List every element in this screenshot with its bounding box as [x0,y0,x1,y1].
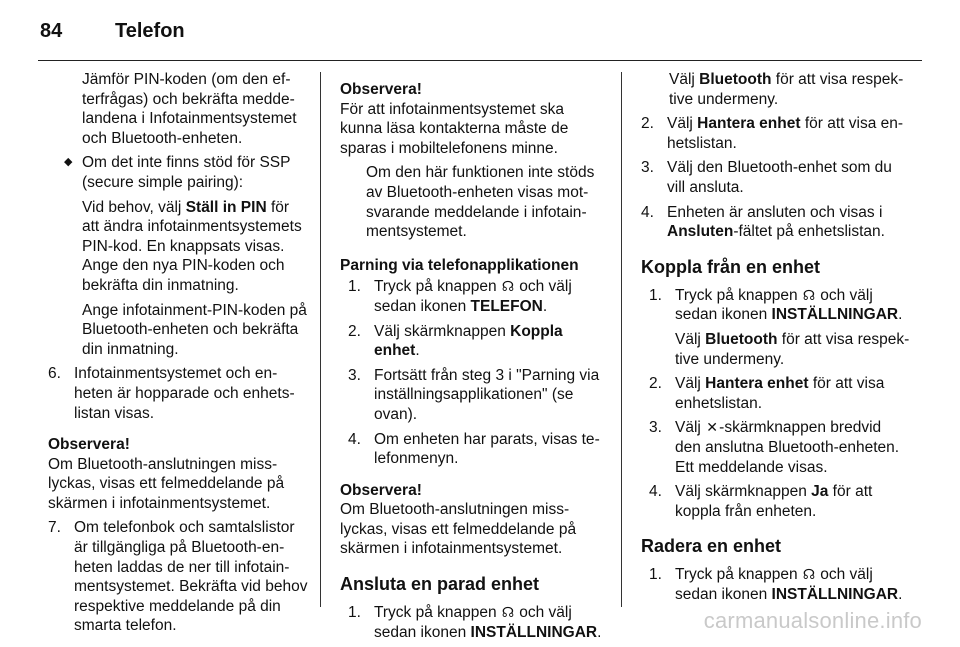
list-item: 1. Tryck på knappen ☊ och välj sedan ikonen INSTÄLLNINGAR. [649,566,903,603]
step-text: Om enheten har parats, visas telefonmenyn. [374,430,600,468]
list-item [641,158,911,197]
phone-key-icon: ☊ [501,278,515,295]
page-number: 84 [40,20,63,42]
list-item [48,518,310,636]
note [340,80,610,158]
step-number: 1. [348,278,361,296]
phone-key-icon: ☊ [802,566,816,583]
ui-term: Hantera enhet [705,375,809,393]
page-header [0,0,960,62]
list-item: 1. Tryck på knappen ☊ och välj sedan ikonen TELEFON. [348,278,572,315]
paragraph: Ange infotainment-PIN-koden på Bluetooth-enheten och bekräfta din inmatning. [82,301,307,358]
step-number: 2. [641,115,654,133]
column-divider [621,72,622,607]
column-2 [340,70,610,647]
list-item: 4. Enheten är ansluten och visas i Ansluten-fältet på enhetslistan. [641,203,885,241]
list-item: 2. Välj Hantera enhet för att visa enhetslistan. [641,115,904,152]
list-item [348,366,610,425]
ui-term: Hantera enhet [697,115,801,133]
column-1 [48,70,310,641]
column-divider [320,72,321,607]
step-number: 4. [348,430,361,448]
column-3 [641,70,911,609]
ui-term: INSTÄLLNINGAR [771,585,899,603]
note-body: Om Bluetooth-anslutningen misslyckas, visas ett felmeddelande på skärmen i infotainmentsystemet. [340,501,577,558]
list-item: 4. Välj skärmknappen Ja för att koppla från enheten. [649,483,873,520]
header-rule [38,60,922,61]
step-number: 3. [348,366,361,384]
ui-term: TELEFON [470,297,543,315]
paragraph: Välj Bluetooth för att visa respektive undermeny. [669,71,904,108]
note-body: Om Bluetooth-anslutningen misslyckas, visas ett felmeddelande på skärmen i infotainmentsystemet. [48,455,285,512]
ui-term: INSTÄLLNINGAR [470,623,598,641]
list-item: 1. Tryck på knappen ☊ och välj sedan ikonen INSTÄLLNINGAR. [649,286,903,324]
step-number: 2. [348,322,361,340]
step-number: 4. [649,483,662,501]
note-heading: Observera! [48,436,130,454]
step-text: Infotainmentsystemet och enheten är hopparade och enhetslistan visas. [74,365,295,422]
ui-term: INSTÄLLNINGAR [771,306,899,324]
step-number: 3. [649,419,662,437]
ui-term: Bluetooth [705,330,778,348]
list-item: 2. Välj skärmknappen Koppla enhet. [348,322,563,360]
note-body: För att infotainmentsystemet ska kunna läsa kontakterna måste de sparas i mobiltelefonens minne. [340,100,569,157]
step-number: 2. [649,375,662,393]
list-item: 2. Välj Hantera enhet för att visa enhetslistan. [649,375,885,412]
list-item: 3. Välj ✕-skärmknappen bredvid den anslutna Bluetooth-enheten. Ett meddelande visas. [649,419,900,476]
list-item [48,364,310,423]
step-number: 1. [649,566,662,584]
bullet-text: Om det inte finns stöd för SSP (secure simple pairing): [82,154,291,191]
section-heading: Radera en enhet [641,536,782,557]
ui-term: Ställ in PIN [185,198,267,216]
diamond-bullet-icon: ◆ [64,156,73,169]
ui-term: Ja [811,483,829,501]
step-number: 1. [649,286,662,304]
note [48,435,310,513]
list-item: 1. Tryck på knappen ☊ och välj sedan ikonen INSTÄLLNINGAR. [348,604,602,641]
note-heading: Observera! [340,81,422,98]
list-item [348,430,610,469]
page-title: Telefon [115,20,185,42]
step-text: Om telefonbok och samtalslistor är tillgängliga på Bluetooth-enheten laddas de ner till infotainmentsystemet. Bekräfta vid behov respektive meddelande på din smarta telefon. [74,519,308,635]
ui-term: Bluetooth [699,71,772,88]
section-heading: Parning via telefonapplikationen [340,256,579,274]
close-icon: ✕ [706,419,719,436]
step-text: Välj den Bluetooth-enhet som du vill ansluta. [667,159,892,196]
paragraph: Välj Bluetooth för att visa respektive undermeny. [675,330,910,368]
note [340,481,610,559]
phone-key-icon: ☊ [501,604,515,621]
note-heading: Observera! [340,481,422,499]
section-heading: Koppla från en enhet [641,256,821,277]
step-number: 4. [641,203,654,221]
paragraph: Vid behov, välj Ställ in PIN för att ändra infotainmentsystemets PIN-kod. En knappsats visas. Ange den nya PIN-koden och bekräfta din inmatning. [82,198,302,294]
bullet-item [48,153,310,192]
step-number: 3. [641,159,654,177]
section-heading: Ansluta en parad enhet [340,574,540,595]
watermark: carmanualsonline.info [703,608,922,633]
paragraph: Jämför PIN-koden (om den efterfrågas) och bekräfta meddelandena i Infotainmentsystemet och Bluetooth-enheten. [82,71,297,147]
step-number: 1. [348,604,361,622]
step-text: Fortsätt från steg 3 i "Parning via inställningsapplikationen" (se ovan). [374,366,600,423]
step-number: 7. [48,519,61,537]
ui-term: Ansluten [667,223,734,241]
note-subparagraph: Om den här funktionen inte stöds av Bluetooth-enheten visas motsvarande meddelande i infotainmentsystemet. [366,164,595,241]
step-number: 6. [48,365,61,383]
ui-term: Koppla enhet [374,322,563,360]
phone-key-icon: ☊ [802,286,816,303]
